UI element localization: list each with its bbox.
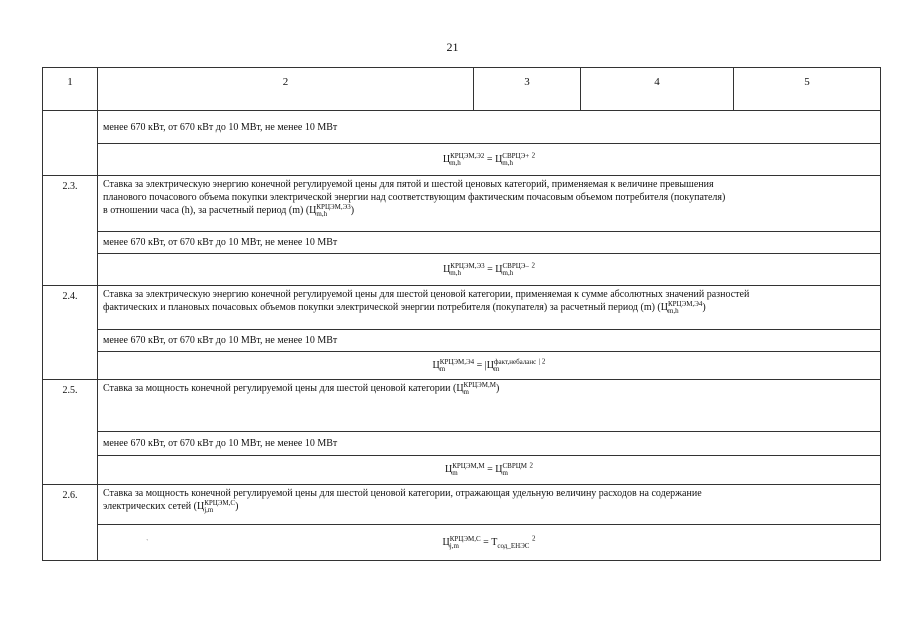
header-col-3: 3: [474, 68, 581, 111]
formula-cell: Ц КРЦЭМ,С j,m = Т сод_ЕНЭС $^2$: [98, 525, 881, 561]
table-row: [43, 380, 881, 432]
header-col-5: 5: [734, 68, 881, 111]
capacity-range-text: менее 670 кВт, от 670 кВт до 10 МВт, не менее 10 МВт: [98, 330, 881, 352]
row-number: 2.5.: [43, 380, 98, 485]
table-row: [43, 176, 881, 232]
formula-cell: Ц КРЦЭМ,Э4 m = |Ц факт,небаланс m $^{| 2}$: [98, 352, 881, 380]
table-row: [43, 286, 881, 330]
table-row: [43, 254, 881, 286]
table-row: [43, 352, 881, 380]
table-row: [43, 432, 881, 456]
table-row: [43, 456, 881, 485]
header-col-2: 2: [98, 68, 474, 111]
table-row: [43, 232, 881, 254]
table-row: [43, 144, 881, 176]
capacity-range-text: менее 670 кВт, от 670 кВт до 10 МВт, не менее 10 МВт: [98, 432, 881, 456]
capacity-range-text: менее 670 кВт, от 670 кВт до 10 МВт, не менее 10 МВт: [98, 111, 881, 144]
page-number: 21: [446, 40, 459, 54]
row-title: Ставка за электрическую энергию конечной регулируемой цены для шестой ценовой категории, применяемая к сумме абсолютных значений разностей фактических и плановых почасовых объемов покупки электрической энергии потребителя (покупателя) за расчетный период (m) (Ц КРЦЭМ,Э4 m,h ): [98, 286, 881, 330]
capacity-range-text: менее 670 кВт, от 670 кВт до 10 МВт, не менее 10 МВт: [98, 232, 881, 254]
row-title: Ставка за электрическую энергию конечной регулируемой цены для пятой и шестой ценовых категорий, применяемая к величине превышения планового почасового объема покупки электрической энергии над соответствующим фактическим почасовым объемом потребителя (покупателя) в отношении часа (h), за расчетный период (m) (Ц КРЦЭМ,Э3 m,h ): [98, 176, 881, 232]
formula-cell: Ц КРЦЭМ,М m = Ц СВРЦМ m $^2$: [98, 456, 881, 485]
table-row: [43, 485, 881, 525]
row-title: Ставка за мощность конечной регулируемой цены для шестой ценовой категории (Ц КРЦЭМ,М m ): [98, 380, 881, 432]
formula-cell: Ц КРЦЭМ,Э3 m,h = Ц СВРЦЭ– m,h $^2$: [98, 254, 881, 286]
row-number: [43, 111, 98, 176]
header-col-1: 1: [43, 68, 98, 111]
header-col-4: 4: [581, 68, 734, 111]
table-header-row: [43, 68, 881, 111]
table-row: [43, 330, 881, 352]
table-row: [43, 111, 881, 144]
row-number: 2.3.: [43, 176, 98, 286]
formula-cell: Ц КРЦЭМ,Э2 m,h = Ц СВРЦЭ+ m,h $^2$: [98, 144, 881, 176]
tariff-table: [42, 67, 881, 561]
row-title: Ставка за мощность конечной регулируемой цены для шестой ценовой категории, отражающая удельную величину расходов на содержание электрических сетей (Ц КРЦЭМ,С j,m ): [98, 485, 881, 525]
row-number: 2.6.: [43, 485, 98, 561]
stray-mark: `: [146, 538, 149, 547]
table-row: [43, 525, 881, 561]
row-number: 2.4.: [43, 286, 98, 380]
